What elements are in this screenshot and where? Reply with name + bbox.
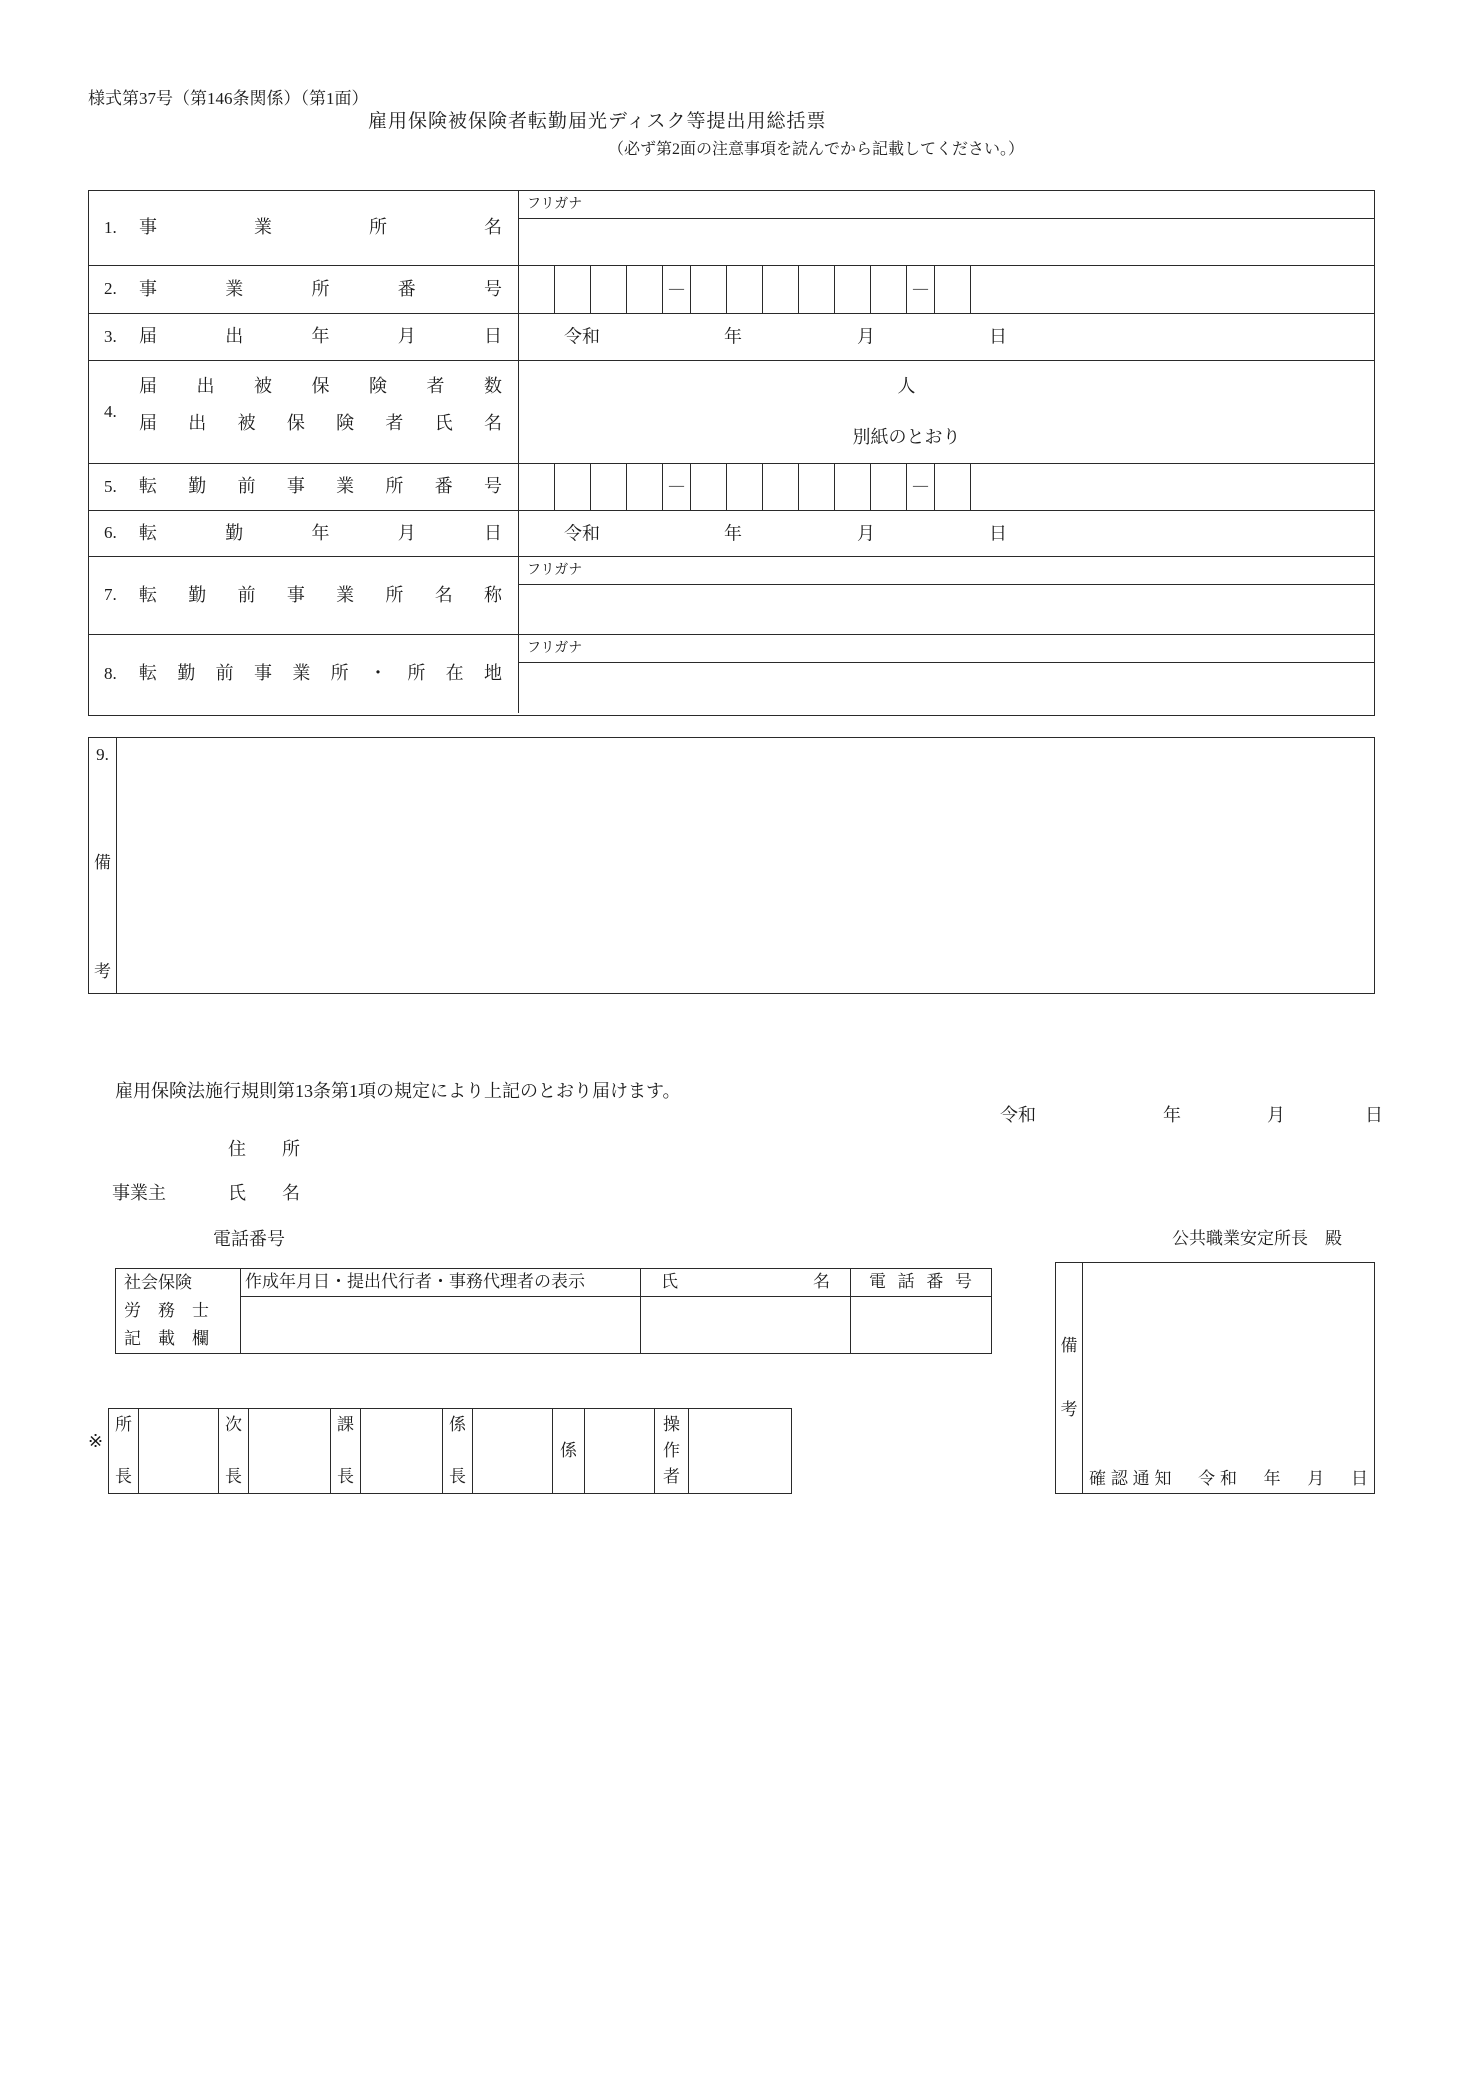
label-char: 係 [449, 1415, 466, 1434]
name-label: 氏 名 [228, 1183, 300, 1203]
previous-office-name-label: 転勤前事業所名称 [139, 584, 502, 605]
insured-persons-label-cell [89, 361, 519, 463]
dash-separator: — [663, 464, 691, 510]
office-name-label: 事 業 所 名 [139, 217, 502, 238]
phone-label: 電話番号 [213, 1229, 285, 1249]
row-number: 6. [104, 523, 117, 543]
labor-consultant-grid [241, 1269, 991, 1353]
notification-date-label-cell [89, 314, 519, 360]
transfer-date-label-cell [89, 511, 519, 556]
insured-names-label: 届 出 被 保 険 者 氏 名 [139, 413, 502, 433]
operator-label-cell [655, 1409, 689, 1493]
furigana-label: フリガナ [527, 641, 583, 656]
label-char: 作 [663, 1440, 680, 1460]
previous-office-address-label-cell [89, 635, 519, 713]
label-char: 者 [663, 1466, 680, 1486]
office-name-label-cell [89, 191, 519, 265]
row-transfer-date [89, 511, 1374, 557]
dash-separator: — [907, 464, 935, 510]
row-previous-office-name [89, 557, 1374, 635]
notification-date-label: 届 出 年 月 日 [139, 326, 502, 347]
address-label: 住 所 [228, 1139, 300, 1159]
digit-box[interactable] [935, 464, 971, 510]
digit-box[interactable] [871, 464, 907, 510]
transfer-date-entry[interactable] [519, 511, 1374, 556]
main-table [88, 190, 1375, 716]
furigana-label: フリガナ [527, 197, 583, 212]
row-number: 8. [104, 663, 117, 683]
confirmation-input-area[interactable] [1083, 1263, 1374, 1493]
form-title: 雇用保険被保険者転勤届光ディスク等提出用総括票 [368, 111, 827, 132]
previous-office-address-label: 転勤前事業所・所在地 [139, 663, 502, 684]
office-number-boxes [519, 266, 1374, 313]
digit-box[interactable] [799, 464, 835, 510]
row-number: 7. [104, 585, 117, 605]
business-owner-label: 事業主 [112, 1183, 166, 1203]
remarks-label-char: 備 [94, 853, 111, 873]
row-number: 4. [104, 401, 117, 421]
director-stamp-cell[interactable] [139, 1409, 219, 1493]
digit-box[interactable] [591, 266, 627, 313]
remarks-input-area[interactable] [117, 738, 1374, 993]
labor-consultant-title-line: 記 載 欄 [124, 1328, 209, 1348]
furigana-strip[interactable] [519, 191, 1374, 219]
declaration-text: 雇用保険法施行規則第13条第1項の規定により上記のとおり届けます。 [115, 1081, 681, 1101]
section-chief-label-cell [331, 1409, 361, 1493]
office-name-input-area[interactable] [519, 219, 1374, 265]
office-number-label-cell [89, 266, 519, 313]
digit-box[interactable] [627, 464, 663, 510]
era-label: 令和 [1000, 1105, 1036, 1125]
approval-stamp-table [108, 1408, 792, 1494]
furigana-strip[interactable] [519, 635, 1374, 663]
digit-box[interactable] [691, 266, 727, 313]
staff-label-cell [553, 1409, 585, 1493]
labor-consultant-title-cell [116, 1269, 241, 1353]
digit-box[interactable] [835, 266, 871, 313]
name-input-area[interactable] [641, 1297, 851, 1353]
deputy-director-stamp-cell[interactable] [249, 1409, 331, 1493]
digit-box[interactable] [727, 464, 763, 510]
digit-box[interactable] [871, 266, 907, 313]
day-label: 日 [1365, 1105, 1383, 1125]
era-label: 令和 [564, 522, 600, 543]
label-char: 次 [225, 1415, 242, 1434]
staff-stamp-cell[interactable] [585, 1409, 655, 1493]
label-char: 操 [663, 1415, 680, 1434]
phone-column-header: 電話番号 [869, 1272, 972, 1291]
display-column-header: 作成年月日・提出代行者・事務代理者の表示 [241, 1269, 641, 1296]
label-char: 所 [115, 1415, 132, 1434]
subsection-chief-stamp-cell[interactable] [473, 1409, 553, 1493]
insured-persons-labels [139, 361, 518, 463]
reference-mark: ※ [88, 1431, 104, 1451]
form-number: 様式第37号（第146条関係）（第1面） [88, 89, 369, 108]
row-previous-office-number [89, 464, 1374, 511]
label-char: 備 [1060, 1335, 1078, 1355]
dash-separator: — [663, 266, 691, 313]
previous-office-name-input-area[interactable] [519, 585, 1374, 634]
labor-consultant-title-line: 労 務 士 [124, 1300, 209, 1320]
previous-office-address-input-area[interactable] [519, 663, 1374, 713]
insured-count-input-area[interactable] [519, 361, 1374, 412]
era-label: 令和 [564, 326, 600, 347]
attached-sheet-note: 別紙のとおり [852, 426, 961, 447]
row-office-name [89, 191, 1374, 266]
previous-office-name-entry[interactable] [519, 557, 1374, 634]
digit-box[interactable] [591, 464, 627, 510]
previous-office-number-label: 転勤前事業所番号 [139, 476, 502, 497]
confirmation-remarks-box [1055, 1262, 1375, 1494]
row-number: 3. [104, 326, 117, 346]
day-label: 日 [989, 326, 1007, 347]
row-number: 9. [96, 745, 109, 764]
label-char: 長 [449, 1466, 466, 1486]
digit-box[interactable] [519, 266, 555, 313]
digit-box[interactable] [555, 266, 591, 313]
digit-box[interactable] [835, 464, 871, 510]
previous-office-number-entry [519, 464, 1374, 510]
row-number: 1. [104, 217, 117, 237]
addressee-label: 公共職業安定所長 殿 [1172, 1229, 1342, 1248]
day-label: 日 [989, 522, 1007, 543]
form-note: （必ず第2面の注意事項を読んでから記載してください。） [608, 141, 1025, 158]
row-office-number [89, 266, 1374, 314]
labor-consultant-entry-row [241, 1297, 991, 1353]
previous-office-number-label-cell [89, 464, 519, 510]
labor-consultant-title-line: 社会保険 [124, 1273, 192, 1292]
label-char: 長 [225, 1466, 242, 1486]
year-label: 年 [724, 326, 742, 347]
digit-box[interactable] [799, 266, 835, 313]
digit-box[interactable] [627, 266, 663, 313]
furigana-label: フリガナ [527, 563, 583, 578]
label-char: 長 [115, 1466, 132, 1486]
digit-box[interactable] [555, 464, 591, 510]
month-label: 月 [1267, 1105, 1285, 1125]
digit-box[interactable] [763, 464, 799, 510]
labor-consultant-section [115, 1268, 992, 1354]
digit-box[interactable] [727, 266, 763, 313]
label-char: 長 [337, 1466, 354, 1486]
previous-office-name-label-cell [89, 557, 519, 634]
digit-box[interactable] [935, 266, 971, 313]
phone-input-area[interactable] [851, 1297, 990, 1353]
name-column-header: 氏 名 [641, 1269, 851, 1296]
director-label-cell [109, 1409, 139, 1493]
furigana-strip[interactable] [519, 557, 1374, 585]
label-char: 考 [1060, 1400, 1078, 1419]
year-label: 年 [1163, 1105, 1181, 1125]
insured-persons-entry [519, 361, 1374, 463]
remarks-label-column [89, 738, 117, 993]
remarks-box [88, 737, 1375, 994]
digit-box[interactable] [519, 464, 555, 510]
section-chief-stamp-cell[interactable] [361, 1409, 443, 1493]
person-unit-label: 人 [897, 375, 916, 396]
submission-date-line[interactable] [0, 1104, 1459, 1130]
row-previous-office-address [89, 635, 1374, 713]
office-number-entry [519, 266, 1374, 313]
confirmation-remarks-label [1056, 1263, 1083, 1493]
display-input-area[interactable] [241, 1297, 641, 1353]
digit-box[interactable] [763, 266, 799, 313]
operator-stamp-cell[interactable] [689, 1409, 791, 1493]
confirmation-notice: 確認通知 令和 年 月 日 [1089, 1468, 1368, 1488]
subsection-chief-label-cell [443, 1409, 473, 1493]
digit-box[interactable] [691, 464, 727, 510]
insured-names-value [519, 412, 1374, 463]
row-number: 2. [104, 279, 117, 299]
row-insured-persons [89, 361, 1374, 464]
insured-count-label: 届 出 被 保 険 者 数 [139, 376, 502, 396]
year-label: 年 [724, 522, 742, 543]
notification-date-entry[interactable] [519, 314, 1374, 360]
month-label: 月 [857, 326, 875, 347]
row-notification-date [89, 314, 1374, 361]
dash-separator: — [907, 266, 935, 313]
label-char: 係 [560, 1440, 577, 1460]
transfer-date-label: 転 勤 年 月 日 [139, 522, 502, 543]
office-name-entry[interactable] [519, 191, 1374, 265]
previous-office-address-entry[interactable] [519, 635, 1374, 713]
month-label: 月 [857, 522, 875, 543]
deputy-director-label-cell [219, 1409, 249, 1493]
label-char: 課 [337, 1415, 354, 1434]
remarks-label-char: 考 [94, 961, 111, 981]
row-number: 5. [104, 476, 117, 496]
labor-consultant-header-row [241, 1269, 991, 1297]
previous-office-number-boxes [519, 464, 1374, 510]
office-number-label: 事 業 所 番 号 [139, 278, 502, 299]
